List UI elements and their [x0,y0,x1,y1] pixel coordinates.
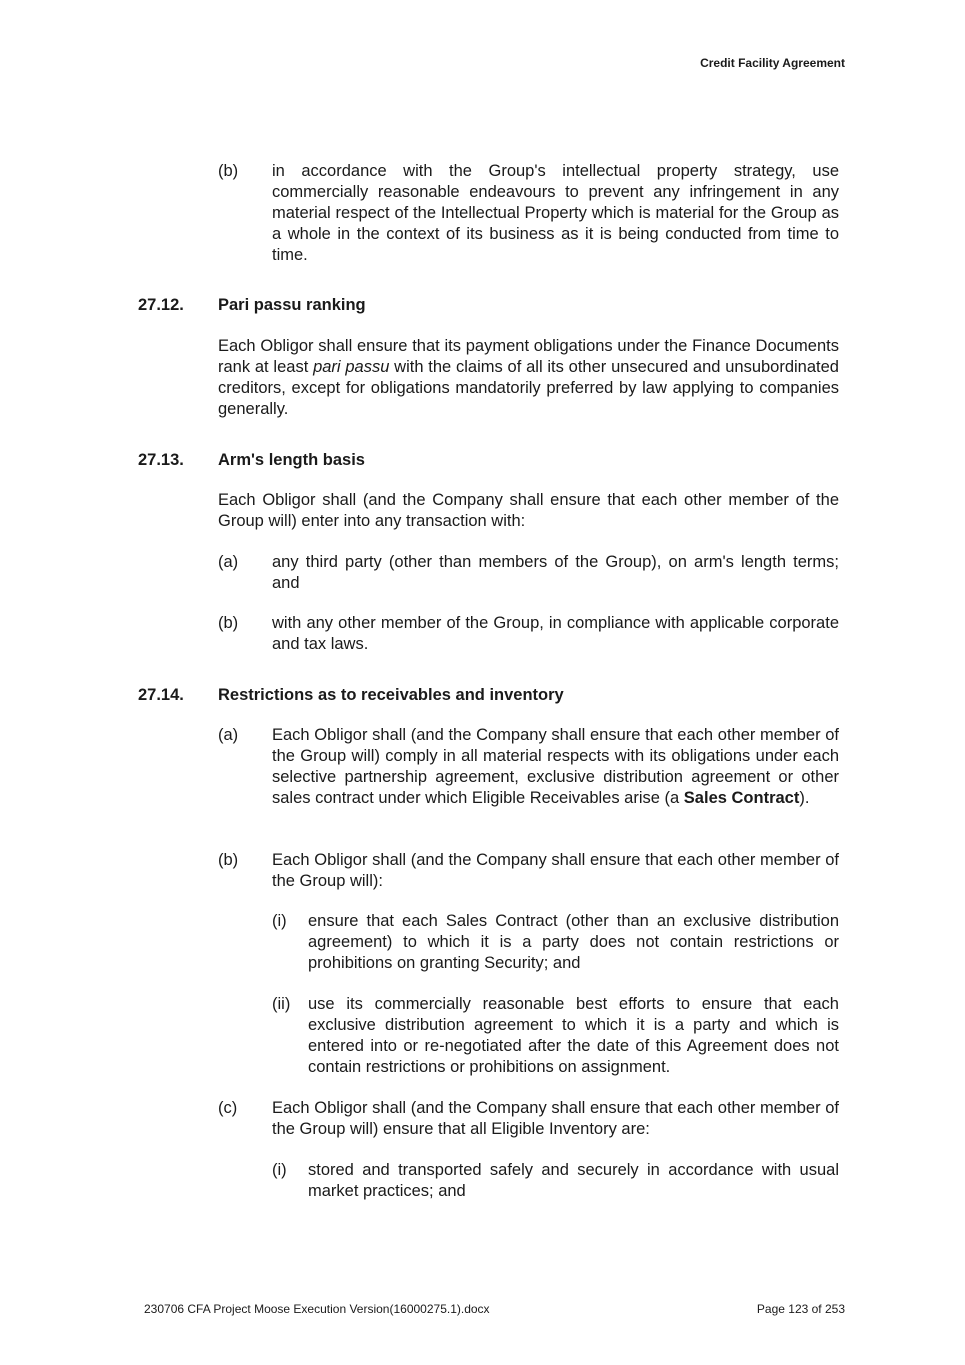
defined-term: Sales Contract [683,789,800,807]
paragraph: with any other member of the Group, in compliance with applicable corporate and tax laws. [272,614,839,653]
paragraph: Each Obligor shall (and the Company shall ensure that each other member of the Group will) comply in all material respects with its obligations under each selective partnership agreement, exclusive distribution agreement or other sales contract under which Eligible Receivables arise (a Sales Contract). [272,726,839,807]
paragraph: Each Obligor shall (and the Company shall ensure that each other member of the Group will): [272,851,839,890]
item-label: (a) [218,553,239,571]
footer-doc-name: 230706 CFA Project Moose Execution Version(16000275.1).docx [144,1302,490,1316]
clause-number: 27.14. [138,686,184,704]
subitem-label: (ii) [272,995,291,1013]
subitem-label: (i) [272,912,287,930]
item-label: (a) [218,726,239,744]
paragraph: Each Obligor shall ensure that its payment obligations under the Finance Documents rank at least pari passu with the claims of all its other unsecured and unsubordinated creditors, except for obligations mandatorily preferred by law applying to companies generally. [218,337,839,418]
clause-number: 27.13. [138,451,184,469]
subitem-label: (i) [272,1161,287,1179]
clause-number: 27.12. [138,296,184,314]
page-number: Page 123 of 253 [756,1302,845,1316]
italic-term: pari passu [313,358,390,376]
paragraph: any third party (other than members of the Group), on arm's length terms; and [272,553,839,592]
paragraph: use its commercially reasonable best efforts to ensure that each exclusive distribution agreement to which it is a party and which is entered into or re-negotiated after the date of this Agreement does not contain restrictions or prohibitions on assignment. [308,995,839,1076]
paragraph: Each Obligor shall (and the Company shall ensure that each other member of the Group will) enter into any transaction with: [218,491,839,530]
item-label: (b) [218,162,239,180]
running-header: Credit Facility Agreement [700,56,845,70]
clause-title: Restrictions as to receivables and inventory [218,686,564,704]
item-label: (b) [218,614,239,632]
paragraph: in accordance with the Group's intellectual property strategy, use commercially reasonable endeavours to prevent any infringement in any material respect of the Intellectual Property which is material for the Group as a whole in the context of its business as it is being conducted from time to time. [272,162,839,264]
clause-title: Pari passu ranking [218,296,366,314]
item-label: (c) [218,1099,238,1117]
item-label: (b) [218,851,239,869]
paragraph: stored and transported safely and securely in accordance with usual market practices; and [308,1161,839,1200]
paragraph: Each Obligor shall (and the Company shall ensure that each other member of the Group will) ensure that all Eligible Inventory are: [272,1099,839,1138]
clause-title: Arm's length basis [218,451,365,469]
paragraph: ensure that each Sales Contract (other than an exclusive distribution agreement) to which it is a party does not contain restrictions or prohibitions on granting Security; and [308,912,839,972]
